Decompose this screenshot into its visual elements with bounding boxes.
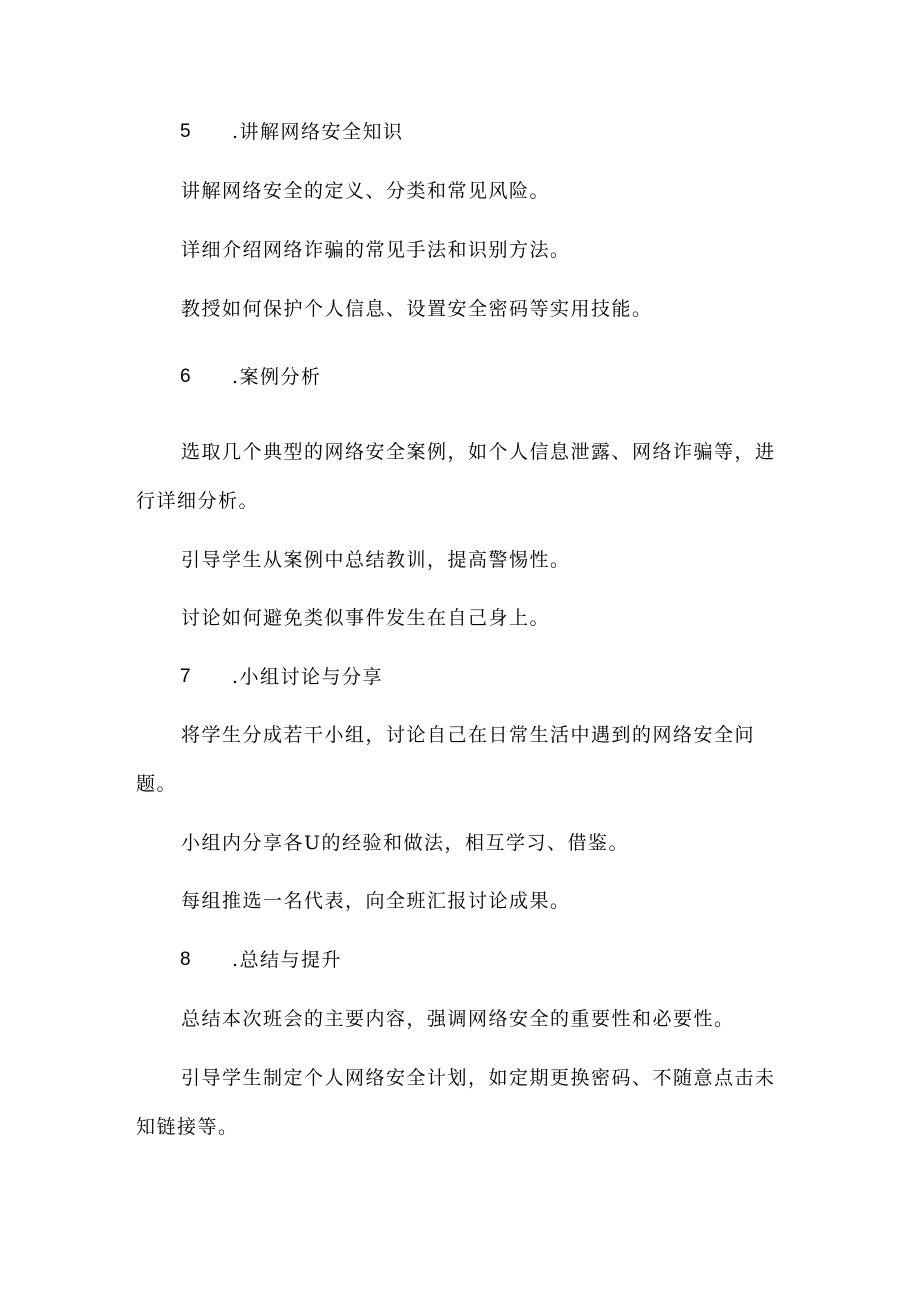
section-number: 6 bbox=[180, 366, 191, 387]
paragraph-line: 讲解网络安全的定义、分类和常见风险。 bbox=[181, 180, 551, 202]
section-8-heading bbox=[180, 948, 342, 972]
paragraph-line: 引导学生制定个人网络安全计划，如定期更换密码、不随意点击未 bbox=[181, 1067, 776, 1089]
section-title: .讲解网络安全知识 bbox=[232, 121, 404, 143]
paragraph-line: 每组推选一名代表，向全班汇报讨论成果。 bbox=[181, 890, 571, 912]
section-number: 5 bbox=[180, 121, 191, 142]
paragraph-line: 引导学生从案例中总结教训，提高警惕性。 bbox=[181, 549, 571, 571]
section-5-heading bbox=[180, 120, 404, 144]
paragraph-line: 将学生分成若干小组，讨论自己在日常生活中遇到的网络安全问 bbox=[181, 724, 756, 746]
section-7-heading bbox=[180, 665, 383, 689]
paragraph-line: 知链接等。 bbox=[136, 1116, 239, 1138]
section-6-heading bbox=[180, 365, 322, 389]
paragraph-line: 教授如何保护个人信息、设置安全密码等实用技能。 bbox=[181, 298, 653, 320]
paragraph-line: 详细介绍网络诈骗的常见手法和识别方法。 bbox=[181, 239, 571, 261]
paragraph-line: 选取几个典型的网络安全案例，如个人信息泄露、网络诈骗等，进 bbox=[181, 441, 776, 463]
section-number: 8 bbox=[180, 949, 191, 970]
section-title: .总结与提升 bbox=[232, 949, 343, 971]
section-number: 7 bbox=[180, 666, 191, 687]
paragraph-line: 小组内分享各U的经验和做法，相互学习、借鉴。 bbox=[181, 832, 630, 854]
paragraph-line: 讨论如何避免类似事件发生在自己身上。 bbox=[181, 607, 551, 629]
section-title: .案例分析 bbox=[232, 366, 322, 388]
section-title: .小组讨论与分享 bbox=[232, 666, 384, 688]
paragraph-line: 题。 bbox=[136, 773, 178, 795]
paragraph-line: 总结本次班会的主要内容，强调网络安全的重要性和必要性。 bbox=[181, 1008, 735, 1030]
paragraph-line: 行详细分析。 bbox=[136, 490, 260, 512]
